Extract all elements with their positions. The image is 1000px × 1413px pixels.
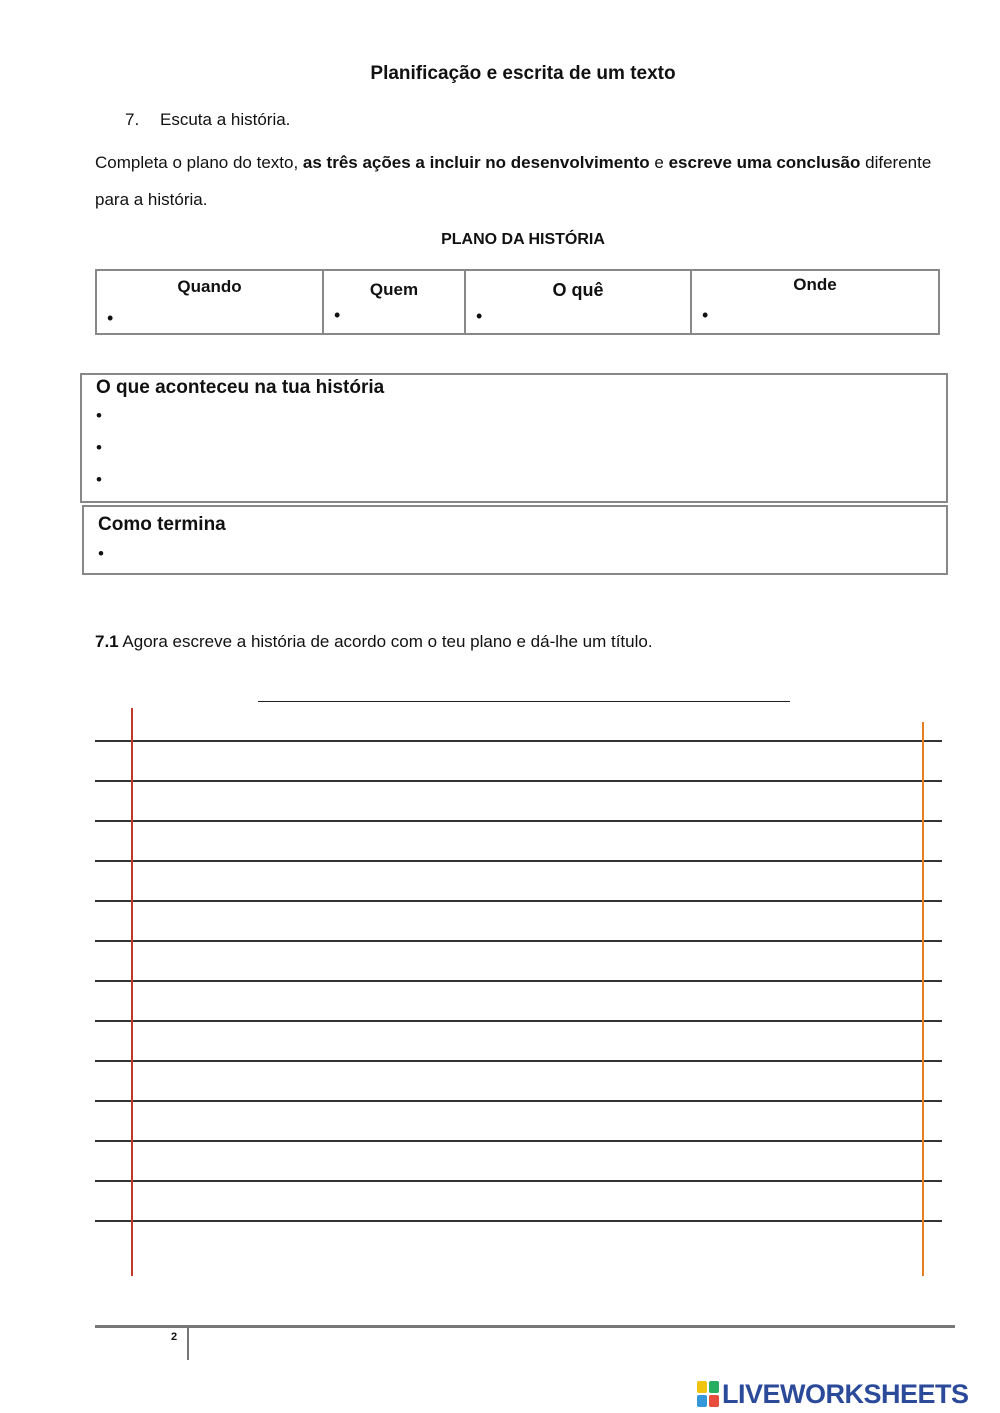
bullet-icon: • <box>334 305 341 325</box>
paragraph-bold-actions: as três ações a incluir no desenvolvimento <box>302 153 650 172</box>
paragraph-text: diferente para a história. <box>95 153 932 209</box>
bullet-icon: • <box>96 470 102 489</box>
writing-line[interactable] <box>95 1220 942 1222</box>
writing-line[interactable] <box>95 1020 942 1022</box>
plan-header-quem: Quem <box>369 280 419 299</box>
bullet-icon: • <box>107 308 114 328</box>
task-text: Agora escreve a história de acordo com o teu plano e dá-lhe um título. <box>118 632 653 651</box>
plan-cell-quando[interactable] <box>97 271 324 333</box>
paragraph-text: e <box>649 153 669 172</box>
plan-header-o-que: O quê <box>552 280 604 300</box>
ending-title: Como termina <box>98 514 226 535</box>
writing-line[interactable] <box>95 1140 942 1142</box>
writing-line[interactable] <box>95 820 942 822</box>
plan-header-onde: Onde <box>793 275 837 294</box>
bullet-icon: • <box>98 544 104 563</box>
writing-line[interactable] <box>95 940 942 942</box>
writing-line[interactable] <box>95 1060 942 1062</box>
right-margin-line <box>922 722 924 1276</box>
bullet-icon: • <box>702 305 709 325</box>
bullet-icon: • <box>96 438 102 457</box>
brand-name: LIVEWORKSHEETS <box>722 1378 969 1409</box>
plan-title: PLANO DA HISTÓRIA <box>441 231 605 248</box>
writing-line[interactable] <box>95 860 942 862</box>
story-title-line[interactable] <box>258 701 790 702</box>
writing-line[interactable] <box>95 1100 942 1102</box>
writing-line[interactable] <box>95 980 942 982</box>
happened-title: O que aconteceu na tua história <box>96 377 385 398</box>
page-title: Planificação e escrita de um texto <box>370 63 676 84</box>
paragraph-text: Completa o plano do texto, <box>95 153 303 172</box>
logo-square <box>709 1395 719 1407</box>
liveworksheets-logo-icon <box>697 1381 719 1407</box>
plan-cell-o-que[interactable] <box>466 271 692 333</box>
plan-table <box>95 269 940 335</box>
left-margin-line <box>131 708 133 1276</box>
logo-square <box>709 1381 719 1393</box>
writing-line[interactable] <box>95 900 942 902</box>
brand-logo[interactable] <box>697 1376 969 1412</box>
plan-cell-onde[interactable] <box>692 271 938 333</box>
task-number: 7.1 <box>95 632 119 651</box>
happened-box[interactable] <box>80 373 948 503</box>
page-number: 2 <box>171 1331 178 1343</box>
ending-box[interactable] <box>82 505 948 575</box>
instruction-text: Escuta a história. <box>160 110 291 129</box>
footer-rule <box>95 1325 955 1328</box>
writing-line[interactable] <box>95 740 942 742</box>
footer-divider <box>187 1328 189 1360</box>
writing-line[interactable] <box>95 780 942 782</box>
task-instruction <box>95 632 653 652</box>
bullet-icon: • <box>476 306 483 326</box>
writing-line[interactable] <box>95 1180 942 1182</box>
instruction-paragraph <box>95 144 965 218</box>
instruction-number: 7. <box>125 110 140 129</box>
bullet-icon: • <box>96 406 102 425</box>
logo-square <box>697 1381 707 1393</box>
plan-cell-quem[interactable] <box>324 271 466 333</box>
logo-square <box>697 1395 707 1407</box>
plan-header-quando: Quando <box>177 277 242 296</box>
paragraph-bold-conclusion: escreve uma conclusão <box>668 153 861 172</box>
